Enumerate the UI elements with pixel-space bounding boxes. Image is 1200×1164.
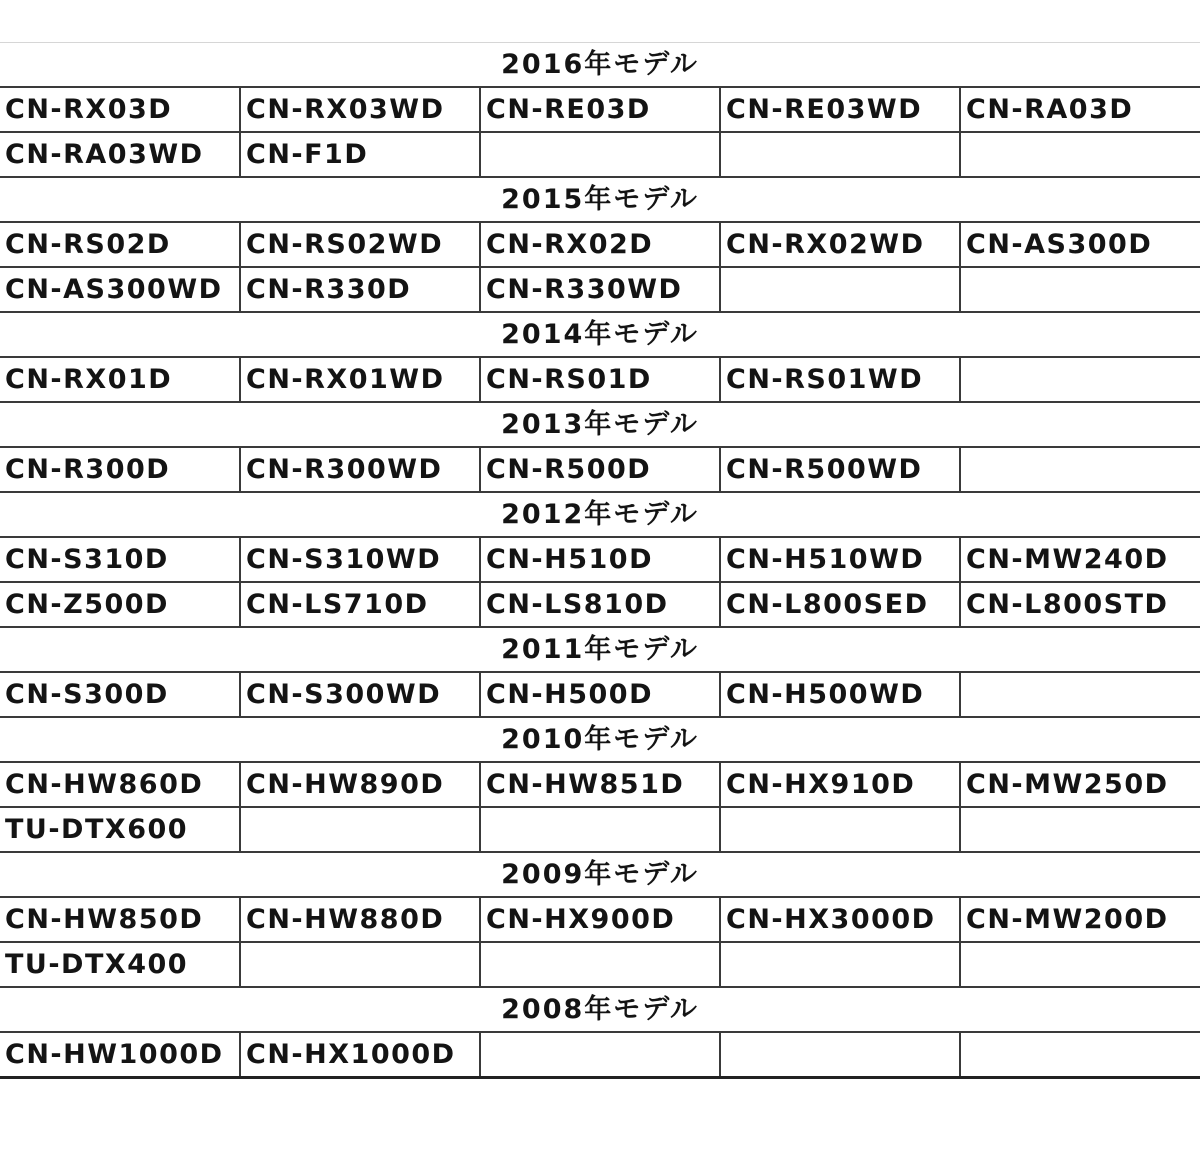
model-cell: CN-HW890D	[240, 762, 480, 807]
model-table	[0, 42, 1200, 1079]
model-cell: CN-S310WD	[240, 537, 480, 582]
model-cell: CN-H510D	[480, 537, 720, 582]
model-cell: CN-RE03WD	[720, 87, 960, 132]
model-cell: CN-RA03WD	[0, 132, 240, 177]
empty-cell	[960, 942, 1200, 987]
model-cell: CN-RX02WD	[720, 222, 960, 267]
model-cell: CN-S300D	[0, 672, 240, 717]
section-title: 2013年モデル	[0, 402, 1200, 447]
model-cell: CN-RE03D	[480, 87, 720, 132]
model-row	[0, 267, 1200, 312]
model-cell: CN-MW200D	[960, 897, 1200, 942]
empty-cell	[480, 807, 720, 852]
section-header-row	[0, 852, 1200, 897]
model-cell: CN-HW880D	[240, 897, 480, 942]
model-cell: CN-MW250D	[960, 762, 1200, 807]
model-table-body	[0, 42, 1200, 1077]
model-cell: CN-H500WD	[720, 672, 960, 717]
empty-cell	[720, 132, 960, 177]
model-row	[0, 87, 1200, 132]
section-title: 2010年モデル	[0, 717, 1200, 762]
model-cell: CN-S300WD	[240, 672, 480, 717]
model-cell: CN-H500D	[480, 672, 720, 717]
model-cell: CN-RX02D	[480, 222, 720, 267]
empty-cell	[720, 807, 960, 852]
model-cell: CN-RS02WD	[240, 222, 480, 267]
empty-cell	[720, 942, 960, 987]
empty-cell	[960, 1032, 1200, 1077]
section-header-row	[0, 627, 1200, 672]
model-cell: CN-R500D	[480, 447, 720, 492]
empty-cell	[960, 267, 1200, 312]
section-title: 2014年モデル	[0, 312, 1200, 357]
model-row	[0, 1032, 1200, 1077]
model-row	[0, 447, 1200, 492]
model-cell: CN-L800STD	[960, 582, 1200, 627]
section-header-row	[0, 312, 1200, 357]
model-cell: CN-HW851D	[480, 762, 720, 807]
model-cell: CN-R330D	[240, 267, 480, 312]
section-title: 2015年モデル	[0, 177, 1200, 222]
model-row	[0, 897, 1200, 942]
section-header-row	[0, 402, 1200, 447]
model-cell: CN-H510WD	[720, 537, 960, 582]
model-cell: CN-MW240D	[960, 537, 1200, 582]
model-cell: CN-RX01D	[0, 357, 240, 402]
empty-cell	[240, 942, 480, 987]
model-row	[0, 807, 1200, 852]
section-title: 2009年モデル	[0, 852, 1200, 897]
model-cell: CN-RA03D	[960, 87, 1200, 132]
model-cell: CN-HX900D	[480, 897, 720, 942]
section-header-row	[0, 717, 1200, 762]
empty-cell	[960, 807, 1200, 852]
model-cell: CN-HW860D	[0, 762, 240, 807]
model-cell: CN-HW850D	[0, 897, 240, 942]
empty-cell	[960, 672, 1200, 717]
model-cell: CN-R300D	[0, 447, 240, 492]
section-title: 2011年モデル	[0, 627, 1200, 672]
model-cell: CN-LS710D	[240, 582, 480, 627]
empty-cell	[480, 132, 720, 177]
model-compatibility-sheet	[0, 42, 1200, 1079]
model-row	[0, 762, 1200, 807]
model-cell: CN-AS300WD	[0, 267, 240, 312]
model-cell: CN-F1D	[240, 132, 480, 177]
model-cell: CN-RX01WD	[240, 357, 480, 402]
model-cell: CN-HW1000D	[0, 1032, 240, 1077]
model-cell: CN-AS300D	[960, 222, 1200, 267]
model-cell: CN-R500WD	[720, 447, 960, 492]
model-cell: CN-RS01WD	[720, 357, 960, 402]
model-cell: CN-RX03D	[0, 87, 240, 132]
model-row	[0, 222, 1200, 267]
model-cell: TU-DTX400	[0, 942, 240, 987]
section-header-row	[0, 42, 1200, 87]
section-header-row	[0, 177, 1200, 222]
model-row	[0, 942, 1200, 987]
empty-cell	[960, 447, 1200, 492]
section-title: 2008年モデル	[0, 987, 1200, 1032]
empty-cell	[720, 267, 960, 312]
empty-cell	[240, 807, 480, 852]
model-cell: CN-R330WD	[480, 267, 720, 312]
model-cell: CN-R300WD	[240, 447, 480, 492]
model-row	[0, 582, 1200, 627]
model-row	[0, 537, 1200, 582]
model-cell: CN-Z500D	[0, 582, 240, 627]
model-cell: CN-LS810D	[480, 582, 720, 627]
model-cell: CN-L800SED	[720, 582, 960, 627]
model-cell: CN-RS02D	[0, 222, 240, 267]
empty-cell	[480, 942, 720, 987]
model-cell: CN-S310D	[0, 537, 240, 582]
section-header-row	[0, 987, 1200, 1032]
model-cell: CN-RX03WD	[240, 87, 480, 132]
model-row	[0, 357, 1200, 402]
model-cell: CN-HX1000D	[240, 1032, 480, 1077]
empty-cell	[720, 1032, 960, 1077]
model-cell: CN-HX910D	[720, 762, 960, 807]
model-row	[0, 672, 1200, 717]
model-row	[0, 132, 1200, 177]
model-cell: TU-DTX600	[0, 807, 240, 852]
empty-cell	[480, 1032, 720, 1077]
section-title: 2016年モデル	[0, 42, 1200, 87]
model-cell: CN-HX3000D	[720, 897, 960, 942]
empty-cell	[960, 357, 1200, 402]
section-title: 2012年モデル	[0, 492, 1200, 537]
section-header-row	[0, 492, 1200, 537]
model-cell: CN-RS01D	[480, 357, 720, 402]
empty-cell	[960, 132, 1200, 177]
